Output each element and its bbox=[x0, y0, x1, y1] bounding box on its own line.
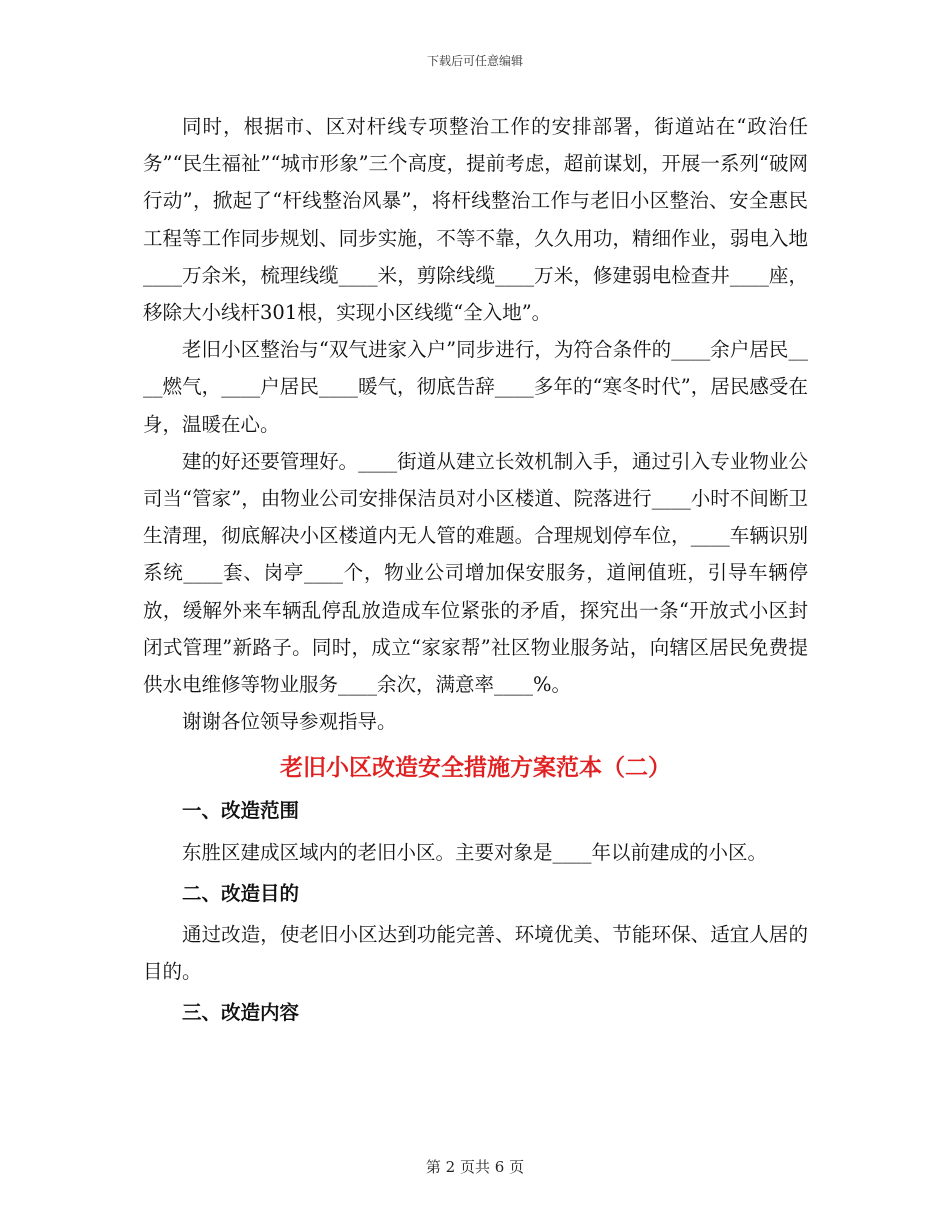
paragraph-management: 建的好还要管理好。____街道从建立长效机制入手，通过引入专业物业公司当“管家”，由物业公司安排保洁员对小区楼道、院落进行____小时不间断卫生清理，彻底解决小区楼道内无人管的难题。合理规划停车位，____车辆识别系统____套、岗亭____个，物业公司增加保安服务，道闸值班，引导车辆停放，缓解外来车辆乱停乱放造成车位紧张的矛盾，探究出一条“开放式小区封闭式管理”新路子。同时，成立“家家帮”社区物业服务站，向辖区居民免费提供水电维修等物业服务____余次，满意率____%。 bbox=[143, 449, 808, 697]
page-footer: 第 2 页共 6 页 bbox=[425, 1158, 525, 1176]
paragraph-scope: 东胜区建成区域内的老旧小区。主要对象是____年以前建成的小区。 bbox=[182, 840, 768, 864]
page-header: 下载后可任意编辑 bbox=[426, 54, 523, 68]
paragraph-purpose: 通过改造，使老旧小区达到功能完善、环境优美、节能环保、适宜人居的目的。 bbox=[143, 923, 808, 984]
document-body bbox=[143, 108, 808, 1036]
paragraph-cable-rectification: 同时，根据市、区对杆线专项整治工作的安排部署，街道站在“政治任务”“民生福祉”“城市形象”三个高度，提前考虑，超前谋划，开展一系列“破网行动”，掀起了“杆线整治风暴”，将杆线整治工作与老旧小区整治、安全惠民工程等工作同步规划、同步实施，不等不靠，久久用功，精细作业，弱电入地____万余米，梳理线缆____米，剪除线缆____万米，修建弱电检查井____座，移除大小线杆301根，实现小区线缆“全入地”。 bbox=[143, 115, 808, 325]
heading-purpose: 二、改造目的 bbox=[182, 881, 300, 905]
section-title: 老旧小区改造安全措施方案范本（二） bbox=[280, 755, 671, 782]
heading-content: 三、改造内容 bbox=[182, 1001, 300, 1025]
paragraph-gas-heating: 老旧小区整治与“双气进家入户”同步进行，为符合条件的____余户居民____燃气，____户居民____暖气，彻底告辞____多年的“寒冬时代”，居民感受在身，温暖在心。 bbox=[143, 338, 808, 436]
heading-scope: 一、改造范围 bbox=[182, 799, 300, 823]
paragraph-thanks: 谢谢各位领导参观指导。 bbox=[182, 710, 397, 734]
